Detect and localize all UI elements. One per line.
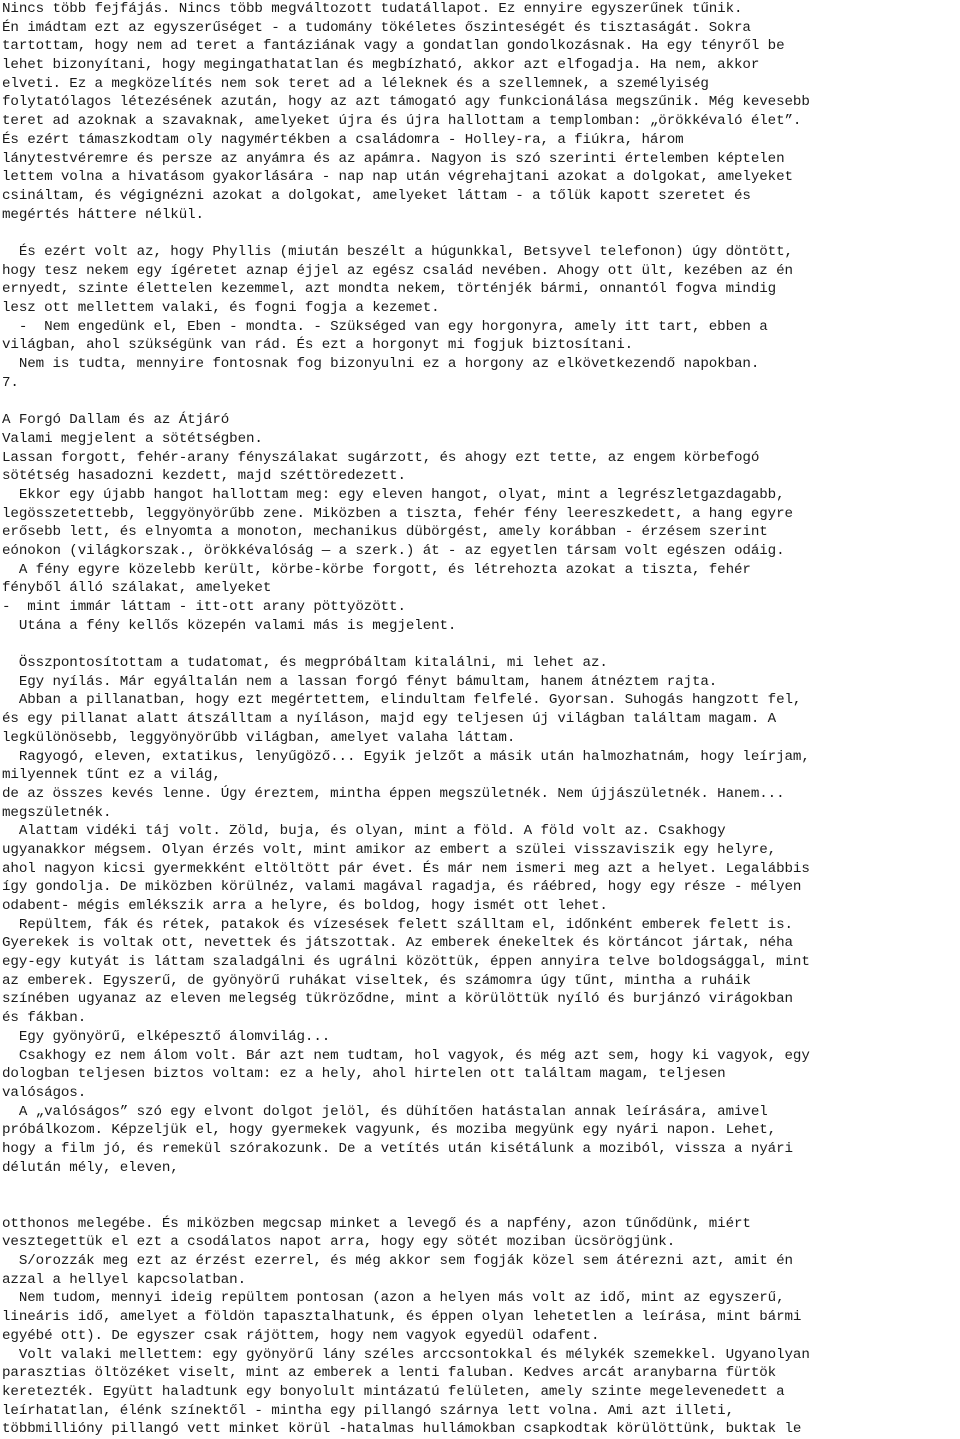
text-line: Egy nyílás. Már egyáltalán nem a lassan forgó fényt bámultam, hanem átnéztem rajta. [2,673,718,690]
text-line: Gyerekek is voltak ott, nevettek és játszottak. Az emberek énekeltek és körtáncot jártak, néha [2,935,793,952]
text-line: legösszetettebb, leggyönyörűbb zene. Miközben a tiszta, fehér fény leereszkedett, a hang egyre [2,505,793,522]
text-line: eónokon (világkorszak., örökkévalóság — a szerk.) át - az egyetlen társam volt egészen odáig. [2,542,785,559]
text-line: És ezért volt az, hogy Phyllis (miután beszélt a húgunkkal, Betsyvel telefonon) úgy döntött, [2,243,793,260]
text-line: vesztegettük el ezt a csodálatos napot arra, hogy egy sötét moziban ücsörögjünk. [2,1234,676,1251]
text-line: Ragyogó, eleven, extatikus, lenyűgöző... Egyik jelzőt a másik után halmozhatnám, hogy leírjam, [2,748,810,765]
text-line: lesz ott mellettem valaki, és fogni fogja a kezemet. [2,300,440,316]
text-line: Nem tudom, mennyi ideig repültem pontosan (azon a helyen más volt az idő, mint az egyszerű, [2,1290,785,1307]
text-line: többmillióny pillangó vett minket körül -hatalmas hullámokban csapkodtak körülöttünk, buktak le [2,1421,802,1438]
text-line: legkülönösebb, leggyönyörűbb világban, amelyet valaha láttam. [2,729,516,746]
text-line: Összpontosítottam a tudatomat, és megpróbáltam kitalálni, mi lehet az. [2,655,608,672]
text-line: az emberek. Egyszerű, de gyönyörű ruhákat viseltek, és számomra úgy tűnt, mintha a ruháik [2,972,751,989]
text-line: milyennek tűnt ez a világ, [2,767,221,784]
text-line: sötétség hasadozni kezdett, majd széttöredezett. [2,468,406,485]
text-line: valóságos. [2,1084,87,1101]
blank-line [2,635,958,654]
text-line: keretezték. Együtt haladtunk egy bonyolult mintázatú felületen, amely szinte megelevenedett a [2,1383,785,1400]
blank-line [2,224,958,243]
text-line: fényből álló szálakat, amelyeket [2,580,272,597]
text-line: A Forgó Dallam és az Átjáró [2,412,230,429]
text-line: lettem volna a hivatásom gyakorlására - nap nap után végrehajtani azokat a dolgokat, amelyeket [2,169,793,186]
text-line: délután mély, eleven, [2,1159,179,1176]
text-line: megértés háttere nélkül. [2,206,204,223]
text-line: erősebb lett, és elnyomta a monoton, mechanikus dübörgést, amely korábban - érzésem szerint [2,524,768,541]
text-line: odabent- mégis emlékszik arra a helyre, és boldog, hogy ismét ott lehet. [2,898,608,914]
text-line: És ezért támaszkodtam oly nagymértékben a családomra - Holley-ra, a fiúkra, három [2,131,684,148]
blank-line [2,392,958,411]
text-line: elveti. Ez a megközelítés nem sok teret ad a léleknek és a szellemnek, a személyiség [2,75,709,92]
text-line: ugyanakkor mégsem. Olyan érzés volt, mint amikor az embert a szülei visszaviszik egy helyre, [2,841,777,858]
text-line: azzal a hellyel kapcsolatban. [2,1271,247,1288]
text-line: A „valóságos” szó egy elvont dolgot jelöl, és dühítően hatástalan annak leírására, amivel [2,1103,768,1120]
text-line: Ekkor egy újabb hangot hallottam meg: egy eleven hangot, olyat, mint a legrészletgazdagabb, [2,486,785,503]
text-line: így gondolja. De miközben körülnéz, valami magával ragadja, és ráébred, hogy egy része - mélyen [2,879,802,896]
text-line: parasztias öltözéket viselt, mint az emberek a lenti faluban. Kedves arcát aranybarna fürtök [2,1365,777,1382]
text-line: ernyedt, szinte élettelen kezemmel, azt mondta nekem, történjék bármi, onnantól fogva mindig [2,281,777,298]
text-line: színében ugyanaz az eleven melegség tükröződne, mint a körülöttük nyíló és burjánzó virágokban [2,991,793,1008]
text-line: Alattam vidéki táj volt. Zöld, buja, és olyan, mint a föld. A föld volt az. Csakhogy [2,823,726,840]
text-line: otthonos melegébe. És miközben megcsap minket a levegő és a napfény, azon tűnődünk, miért [2,1215,751,1232]
text-line: de az összes kevés lenne. Úgy éreztem, mintha éppen megszületnék. Nem újjászületnék. Hanem... [2,785,785,802]
text-line: és fákban. [2,1010,87,1027]
text-line: lánytestvéremre és persze az anyámra és az apámra. Nagyon is szó szerinti értelemben képtelen [2,150,785,167]
text-line: ahol nagyon kicsi gyermekként eltöltött pár évet. És már nem ismeri meg azt a helyet. Legalábbis [2,860,810,877]
text-line: - Nem engedünk el, Eben - mondta. - Szükséged van egy horgonyra, amely itt tart, ebben a [2,318,768,335]
text-line: egyébé ott). De egyszer csak rájöttem, hogy nem vagyok egyedül odafent. [2,1327,600,1344]
text-line: folytatólagos létezésének azután, hogy az azt támogató agy funkcionálása megszűnik. Még kevesebb [2,94,810,111]
text-line: Csakhogy ez nem álom volt. Bár azt nem tudtam, hol vagyok, és még azt sem, hogy ki vagyok, egy [2,1047,810,1064]
text-line: csináltam, és végignézni azokat a dolgokat, amelyeket láttam - a tőlük kapott szeretet és [2,187,751,204]
text-line: Repültem, fák és rétek, patakok és vízesések felett szálltam el, időnként emberek felett is. [2,916,793,933]
text-line: Abban a pillanatban, hogy ezt megértettem, elindultam felfelé. Gyorsan. Suhogás hangzott fel, [2,692,802,709]
text-line: megszületnék. [2,804,112,821]
text-line: Valami megjelent a sötétségben. [2,430,263,447]
text-line: - mint immár láttam - itt-ott arany pöttyözött. [2,599,406,615]
blank-line [2,1196,958,1215]
text-line: Utána a fény kellős közepén valami más is megjelent. [2,617,457,634]
text-line: próbálkozom. Képzeljük el, hogy gyermekek vagyunk, és moziba megyünk egy nyári napon. Lehet, [2,1122,777,1139]
text-line: teret ad azoknak a szavaknak, amelyeket újra és újra hallottam a templomban: „örökkévaló élet”. [2,113,802,130]
text-line: hogy tesz nekem egy ígéretet aznap éjjel az egész család nevében. Ahogy ott ült, kezében az én [2,262,793,279]
text-line: Én imádtam ezt az egyszerűséget - a tudomány tökéletes őszinteségét és tisztaságát. Sokra [2,19,751,36]
text-line: egy-egy kutyát is láttam szaladgálni és ugrálni közöttük, éppen annyira telve boldogsággal, mint [2,954,810,971]
text-line: Lassan forgott, fehér-arany fényszálakat sugárzott, és ahogy ezt tette, az engem körbefogó [2,449,760,466]
text-line: Volt valaki mellettem: egy gyönyörű lány széles arccsontokkal és mélykék szemekkel. Ugyanolyan [2,1346,810,1363]
text-line: tartottam, hogy nem ad teret a fantáziának vagy a gondatlan gondolkozásnak. Ha egy tényről be [2,38,785,55]
text-line: S/orozzák meg ezt az érzést ezerrel, és még akkor sem fogják közel sem átérezni azt, amit én [2,1253,793,1270]
text-line: lineáris idő, amelyet a földön tapasztalhatunk, és éppen olyan lehetetlen a leírása, mint bármi [2,1309,802,1326]
blank-line [2,1177,958,1196]
text-line: lehet bizonyítani, hogy megingathatatlan és megbízható, akkor azt elfogadja. Ha nem, akkor [2,57,760,74]
text-line: Nincs több fejfájás. Nincs több megváltozott tudatállapot. Ez ennyire egyszerűnek tűnik. [2,1,743,17]
text-line: dologban teljesen biztos voltam: ez a hely, ahol hirtelen ott találtam magam, teljesen [2,1066,726,1083]
text-line: A fény egyre közelebb került, körbe-körbe forgott, és létrehozta azokat a tiszta, fehér [2,561,751,578]
text-line: Nem is tudta, mennyire fontosnak fog bizonyulni ez a horgony az elkövetkezendő napokban. [2,356,760,373]
text-line: leírhatatlan, élénk színektől - mintha egy pillangó szárnya lett volna. Ami azt illeti, [2,1402,735,1419]
text-line: és egy pillanat alatt átszálltam a nyíláson, majd egy teljesen új világban találtam magam. A [2,711,777,728]
text-line: világban, ahol szükségünk van rád. És ezt a horgonyt mi fogjuk biztosítani. [2,337,634,354]
text-line: hogy a film jó, és remekül szórakozunk. De a vetítés után kisétálunk a moziból, vissza a nyári [2,1140,793,1157]
text-line: 7. [2,374,19,391]
text-line: Egy gyönyörű, elképesztő álomvilág... [2,1028,331,1045]
